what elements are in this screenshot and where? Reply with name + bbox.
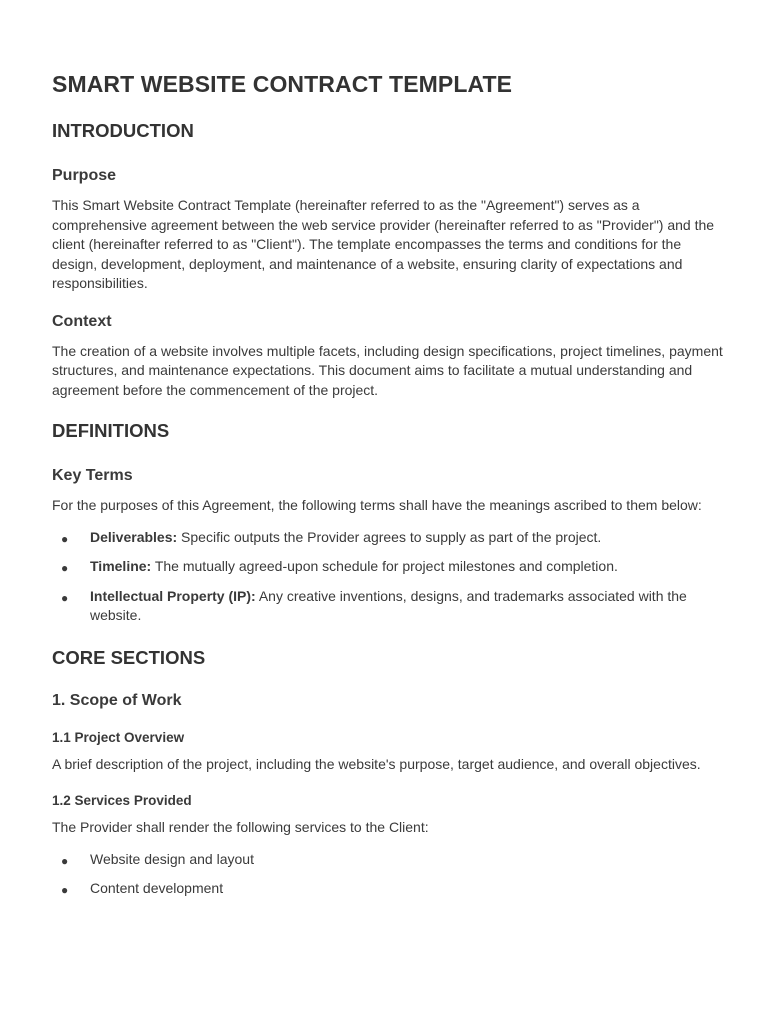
term-definition: Specific outputs the Provider agrees to supply as part of the project. <box>177 528 602 545</box>
context-paragraph: The creation of a website involves multiple facets, including design specifications, project timelines, payment structures, and maintenance expectations. This document aims to facilitate a mutual understanding and agreement before the commencement of the project. <box>52 342 723 398</box>
term-label: Timeline: <box>90 558 152 574</box>
list-item <box>52 850 730 870</box>
purpose-paragraph: This Smart Website Contract Template (hereinafter referred to as the "Agreement") serves as a comprehensive agreement between the web service provider (hereinafter referred to as "Provider") and the client (hereinafter referred to as "Client"). The template encompasses the terms and conditions for the design, development, deployment, and maintenance of a website, ensuring clarity of expectations and responsibilities. <box>52 197 715 291</box>
bullet-icon: ● <box>61 561 69 575</box>
section-heading-introduction: INTRODUCTION <box>52 120 194 141</box>
list-item <box>52 557 730 577</box>
service-item-text: Website design and layout <box>90 850 254 867</box>
services-provided-paragraph: The Provider shall render the following services to the Client: <box>52 819 429 835</box>
list-item <box>52 528 730 548</box>
term-label: Deliverables: <box>90 528 178 545</box>
subsection-heading-services-provided: 1.2 Services Provided <box>52 793 192 808</box>
list-item <box>52 587 730 626</box>
document-title: SMART WEBSITE CONTRACT TEMPLATE <box>52 71 513 97</box>
subsection-heading-context: Context <box>52 312 112 330</box>
subsection-heading-purpose: Purpose <box>52 167 117 184</box>
bullet-icon: ● <box>61 590 69 605</box>
service-item-text: Content development <box>90 880 224 896</box>
subsection-heading-project-overview: 1.1 Project Overview <box>52 729 185 745</box>
list-item <box>52 879 730 899</box>
project-overview-paragraph: A brief description of the project, including the website's purpose, target audience, and overall objectives. <box>52 755 701 772</box>
services-list <box>52 850 730 899</box>
subsection-heading-key-terms: Key Terms <box>52 467 133 484</box>
bullet-icon: ● <box>61 531 69 546</box>
term-label: Intellectual Property (IP): <box>90 587 256 604</box>
section-heading-definitions: DEFINITIONS <box>52 420 170 441</box>
section-heading-core-sections: CORE SECTIONS <box>52 646 206 668</box>
subsection-heading-scope-of-work: 1. Scope of Work <box>52 691 182 709</box>
term-definition: Any creative inventions, designs, and trademarks associated with the website. <box>90 587 687 623</box>
key-terms-list <box>52 528 730 626</box>
bullet-icon: ● <box>61 883 69 897</box>
term-definition: The mutually agreed-upon schedule for project milestones and completion. <box>151 558 618 574</box>
bullet-icon: ● <box>61 853 69 868</box>
key-terms-intro-paragraph: For the purposes of this Agreement, the following terms shall have the meanings ascribed to them below: <box>52 497 702 513</box>
